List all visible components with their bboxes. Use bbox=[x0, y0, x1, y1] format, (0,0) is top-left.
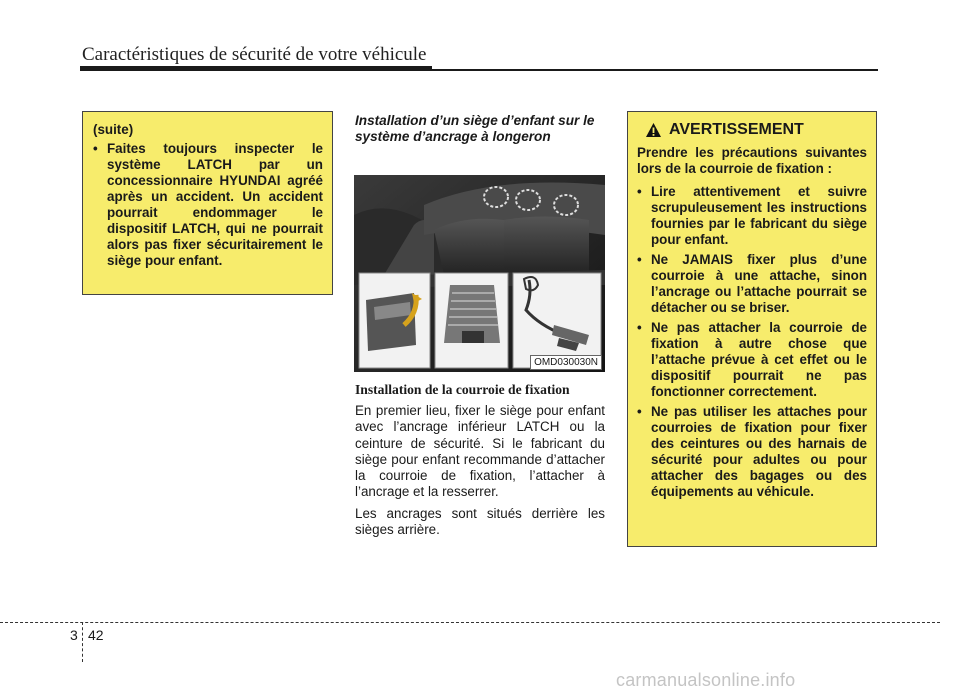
chapter-number: 3 bbox=[70, 627, 78, 643]
figure-code-label: OMD030030N bbox=[530, 355, 602, 370]
header-rule-thick bbox=[80, 66, 432, 71]
warning-intro: Prendre les précautions suivantes lors de la courroie de fixation : bbox=[637, 145, 867, 176]
bullet-dot: • bbox=[637, 184, 642, 199]
bullet-dot: • bbox=[93, 141, 98, 156]
list-item bbox=[93, 141, 323, 269]
header-rule-thin bbox=[430, 69, 878, 71]
paragraph: Les ancrages sont situés derrière les sièges arrière. bbox=[355, 505, 605, 538]
tether-anchor-figure bbox=[354, 175, 605, 372]
bullet-text: Ne JAMAIS fixer plus d’une courroie à une attache, sinon l’ancrage ou l’attache pourrait se détacher ou se briser. bbox=[651, 252, 867, 315]
footer-divider bbox=[0, 622, 940, 623]
caution-continued-box bbox=[82, 111, 333, 295]
section-heading: Installation de la courroie de fixation bbox=[355, 382, 570, 397]
page-header-title: Caractéristiques de sécurité de votre véhicule bbox=[82, 44, 427, 65]
section-subheading: Installation d’un siège d’enfant sur le système d’ancrage à longeron bbox=[355, 113, 595, 144]
bullet-text: Lire attentivement et suivre scrupuleusement les instructions fournies par le fabricant du siège pour enfant. bbox=[651, 184, 867, 247]
bullet-dot: • bbox=[637, 320, 642, 335]
bullet-text: Ne pas attacher la courroie de fixation à autre chose que l’attache prévue à cet effet ou le dispositif pourrait ne pas fonctionner correctement. bbox=[651, 320, 867, 399]
watermark: carmanualsonline.info bbox=[616, 670, 796, 690]
paragraph: En premier lieu, fixer le siège pour enfant avec l’ancrage inférieur LATCH ou la ceinture de sécurité. Si le fabricant du siège pour enfant recommande d’attacher la courroie de fixation, l’attacher à l’ancrage et la resserrer. bbox=[355, 403, 605, 500]
warning-triangle-icon bbox=[645, 122, 662, 138]
continued-heading: (suite) bbox=[93, 122, 134, 137]
list-item bbox=[637, 252, 867, 316]
warning-header bbox=[645, 122, 867, 138]
list-item bbox=[637, 320, 867, 400]
bullet-text: Faites toujours inspecter le système LATCH par un concessionnaire HYUNDAI agréé après un accident. Un accident pourrait endommager le dispositif LATCH, qui ne pourrait alors pas fixer sécuritairement le siège pour enfant. bbox=[107, 141, 323, 268]
list-item bbox=[637, 404, 867, 500]
warning-box bbox=[627, 111, 877, 547]
bullet-dot: • bbox=[637, 404, 642, 419]
bullet-text: Ne pas utiliser les attaches pour courroies de fixation pour fixer des ceintures ou des harnais de sécurité pour adultes ou pour attacher des bagages ou des équipements au véhicule. bbox=[651, 404, 867, 499]
page-number: 42 bbox=[88, 627, 104, 643]
bullet-dot: • bbox=[637, 252, 642, 267]
footer-vertical-divider bbox=[82, 622, 83, 662]
rear-seat-illustration bbox=[354, 175, 605, 372]
body-text bbox=[355, 403, 605, 543]
warning-title: AVERTISSEMENT bbox=[669, 121, 804, 138]
list-item bbox=[637, 184, 867, 248]
